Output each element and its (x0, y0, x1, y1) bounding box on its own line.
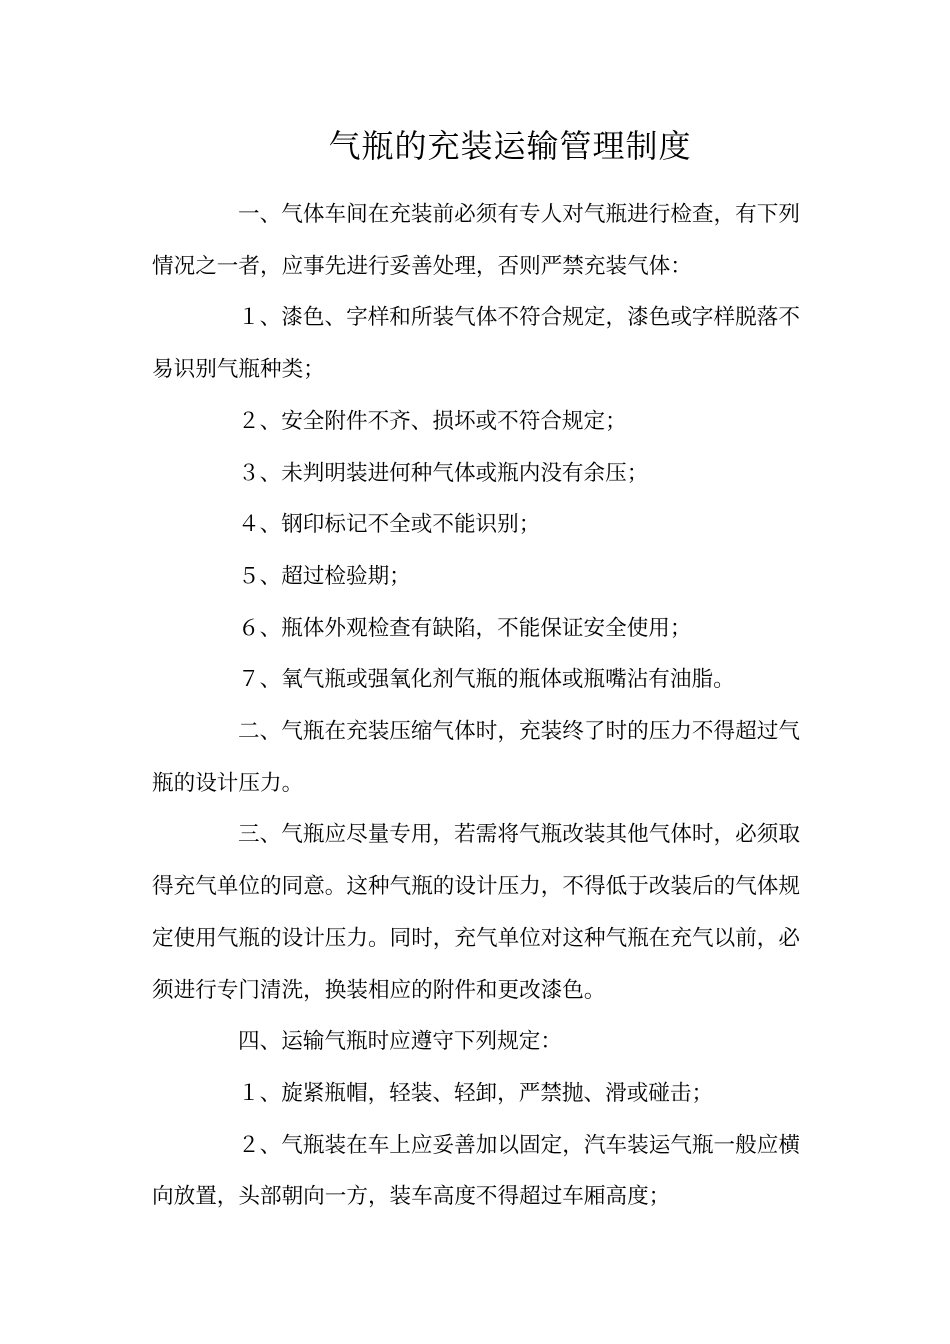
paragraph-item-1-5: ５、超过检验期； (238, 563, 411, 589)
paragraph-section-3: 三、气瓶应尽量专用，若需将气瓶改装其他气体时，必须取得充气单位的同意。这种气瓶的设计压力，不得低于改装后的气体规定使用气瓶的设计压力。同时，充气单位对这种气瓶在充气以前，必须进行专门清洗，换装相应的附件和更改漆色。 (152, 822, 800, 1003)
document-body (152, 189, 800, 1223)
paragraph-item-1-2: ２、安全附件不齐、损坏或不符合规定； (238, 408, 627, 434)
paragraph-item-1-1: １、漆色、字样和所装气体不符合规定，漆色或字样脱落不易识别气瓶种类； (152, 305, 800, 383)
paragraph-item-4-1: １、旋紧瓶帽，轻装、轻卸，严禁抛、滑或碰击； (238, 1080, 714, 1106)
paragraph-section-2: 二、气瓶在充装压缩气体时，充装终了时的压力不得超过气瓶的设计压力。 (152, 719, 800, 796)
paragraph-item-1-3: ３、未判明装进何种气体或瓶内没有余压； (238, 460, 649, 486)
paragraph-item-4-2: ２、气瓶装在车上应妥善加以固定，汽车装运气瓶一般应横向放置，头部朝向一方，装车高度不得超过车厢高度； (152, 1132, 800, 1210)
paragraph-item-1-4: ４、钢印标记不全或不能识别； (238, 512, 541, 538)
paragraph-section-1: 一、气体车间在充装前必须有专人对气瓶进行检查，有下列情况之一者，应事先进行妥善处理，否则严禁充装气体： (152, 202, 800, 279)
paragraph-item-1-7: ７、氧气瓶或强氧化剂气瓶的瓶体或瓶嘴沾有油脂。 (238, 667, 735, 693)
paragraph-section-4: 四、运输气瓶时应遵守下列规定： (238, 1029, 562, 1055)
paragraph-item-1-6: ６、瓶体外观检查有缺陷，不能保证安全使用； (238, 615, 692, 641)
document-title: 气瓶的充装运输管理制度 (328, 127, 692, 165)
